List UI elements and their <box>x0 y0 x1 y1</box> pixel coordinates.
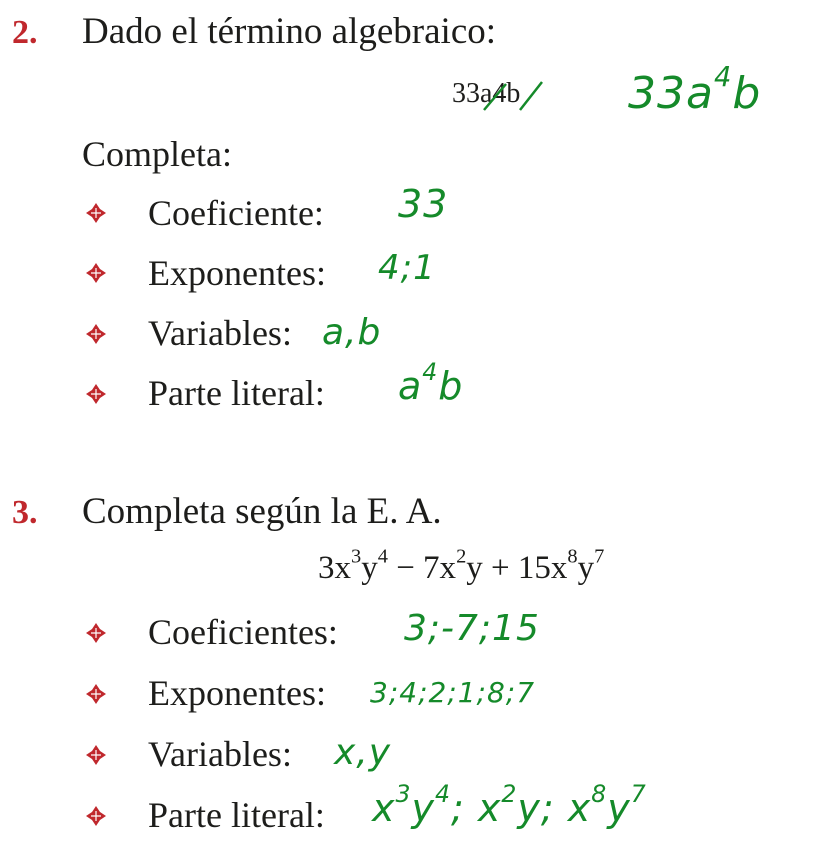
question-2-number: 2. <box>12 14 38 51</box>
q2-item-label: Coeficiente: <box>148 193 324 233</box>
question-2-prompt: Dado el término algebraico: <box>82 11 497 52</box>
q3-answer-parte-literal: $x^3y^4$; $x^2y$; $x^8y^7$ <box>372 780 647 830</box>
q3-answer-variables: x,y <box>334 732 392 773</box>
strike-through-marks <box>470 76 550 116</box>
q2-answer-variables: a,b <box>322 312 382 353</box>
q3-item-label: Coeficientes: <box>148 612 338 652</box>
q2-answer-parte-literal: $a^4b$ <box>398 358 464 408</box>
q2-answer-exponentes: 4;1 <box>378 248 436 288</box>
q3-item-label: Variables: <box>148 734 292 774</box>
diamond-bullet-icon <box>85 744 107 766</box>
algebraic-expression: $3x^3y^4 - 7x^2y + 15x^8y^7$ <box>318 545 605 586</box>
printed-term: 33a4b <box>452 78 521 109</box>
q3-item-label: Parte literal: <box>148 795 325 835</box>
q2-answer-coeficiente: 33 <box>398 182 449 226</box>
diamond-bullet-icon <box>85 202 107 224</box>
q3-answer-exponentes: 3;4;2;1;8;7 <box>370 676 536 709</box>
diamond-bullet-icon <box>85 805 107 827</box>
q3-item-label: Exponentes: <box>148 673 326 713</box>
question-3-number: 3. <box>12 494 38 531</box>
instruction-completa: Completa: <box>82 134 232 174</box>
q2-item-label: Exponentes: <box>148 253 326 293</box>
diamond-bullet-icon <box>85 683 107 705</box>
q3-answer-coeficientes: 3;-7;15 <box>404 608 540 649</box>
diamond-bullet-icon <box>85 323 107 345</box>
diamond-bullet-icon <box>85 262 107 284</box>
handwritten-term: $33a^4b$ <box>628 62 762 119</box>
diamond-bullet-icon <box>85 383 107 405</box>
q2-item-label: Variables: <box>148 313 292 353</box>
question-3-prompt: Completa según la E. A. <box>82 491 442 532</box>
diamond-bullet-icon <box>85 622 107 644</box>
q2-item-label: Parte literal: <box>148 373 325 413</box>
